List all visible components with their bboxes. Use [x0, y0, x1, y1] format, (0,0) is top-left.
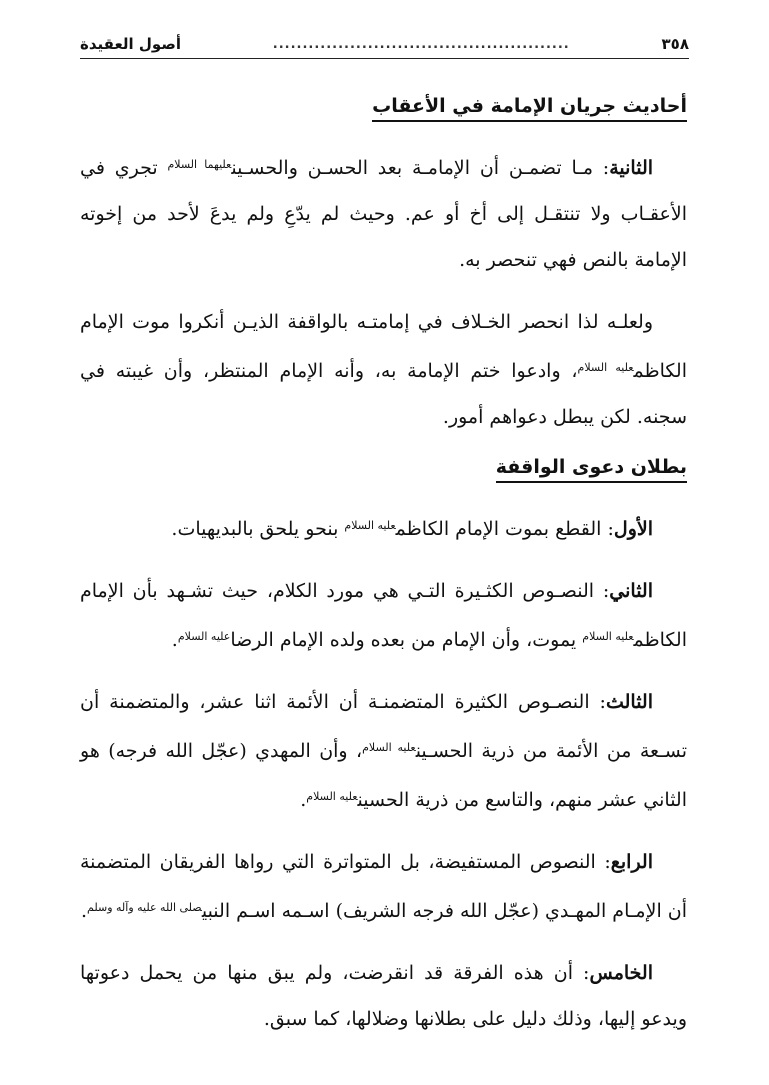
page-content: [80, 95, 687, 1058]
paragraph-lead: الثانية: [609, 157, 654, 179]
item-text: يموت، وأن الإمام من بعده ولده الإمام الرضا: [230, 629, 583, 651]
item-lead: الثاني: [609, 580, 653, 602]
section-heading-butlan: بطلان دعوى الواقفة: [496, 456, 687, 483]
header-leader-dots: ..................................................: [272, 36, 570, 52]
item-text: .: [300, 789, 307, 811]
honorific-mark: عليه السلام: [344, 519, 396, 532]
honorific-mark: عليه السلام: [577, 361, 634, 374]
running-title: أصول العقيدة: [80, 35, 181, 53]
honorific-mark: عليه السلام: [582, 630, 634, 643]
page-number: ٣٥٨: [661, 35, 689, 53]
list-item-fourth: [80, 839, 687, 934]
list-item-fifth: [80, 950, 687, 1042]
item-text: ، وأن المهدي (عجّل الله فرجه) هو الثاني عشر منهم، والتاسع من ذرية الحسين: [80, 740, 687, 811]
item-lead: الرابع: [610, 851, 653, 873]
item-text: : النصوص المستفيضة، بل المتواترة التي رواها الفريقان المتضمنة أن الإمـام المهـدي (عجّل الله فرجه الشريف) اسـمه اسـم النبي: [80, 851, 687, 922]
honorific-mark: عليه السلام: [306, 790, 358, 803]
section-butlan: [80, 456, 687, 503]
item-lead: الخامس: [589, 962, 653, 984]
item-text: : النصـوص الكثيرة المتضمنـة أن الأئمة اثنا عشر، والمتضمنة أن تسـعة من الأئمة من ذرية الحسـين: [80, 691, 687, 762]
paragraph-text: ، وادعوا ختم الإمامة به، وأنه الإمام المنتظر، وأن غيبته في سجنه. لكن يبطل دعواهم أمور.: [80, 360, 687, 428]
section-heading-jarayan: أحاديث جريان الإمامة في الأعقاب: [372, 95, 687, 122]
honorific-mark: عليهما السلام: [167, 158, 232, 171]
item-text: : أن هذه الفرقة قد انقرضت، ولم يبق منها من يحمل دعوتها ويدعو إليها، وذلك دليل على بطلانها وضلالها، كما سبق.: [80, 962, 687, 1030]
list-item-third: [80, 679, 687, 823]
honorific-mark: عليه السلام: [177, 630, 231, 643]
item-text: : القطع بموت الإمام الكاظم: [395, 518, 614, 540]
item-text: بنحو يلحق بالبديهيات.: [171, 518, 345, 540]
item-lead: الثالث: [605, 691, 653, 713]
honorific-mark: عليه السلام: [362, 741, 416, 754]
paragraph-text: : مـا تضمـن أن الإمامـة بعد الحسـن والحسـين: [231, 157, 610, 179]
honorific-mark: صلى الله عليه وآله وسلم: [87, 901, 202, 914]
paragraph-text: ولعلـه لذا انحصر الخـلاف في إمامتـه بالواقفة الذيـن أنكروا موت الإمام الكاظم: [80, 311, 687, 382]
list-item-second: [80, 568, 687, 663]
list-item-first: [80, 503, 687, 552]
item-text: .: [171, 629, 178, 651]
item-text: : النصـوص الكثـيرة التـي هي مورد الكلام، حيث تشـهد بأن الإمام الكاظم: [80, 580, 687, 651]
paragraph-second: [80, 142, 687, 283]
item-lead: الأول: [613, 518, 653, 540]
running-header: [80, 30, 689, 59]
item-text: .: [80, 900, 88, 922]
paragraph-text: تجري في الأعقـاب ولا تنتقـل إلى أخ أو عم. وحيث لم يدّعِ ولم يدعَ لأحد من إخوته الإمامة بالنص فهي تنحصر به.: [80, 157, 687, 271]
section-jarayan: [80, 95, 687, 142]
paragraph-waqifa-dispute: [80, 299, 687, 440]
